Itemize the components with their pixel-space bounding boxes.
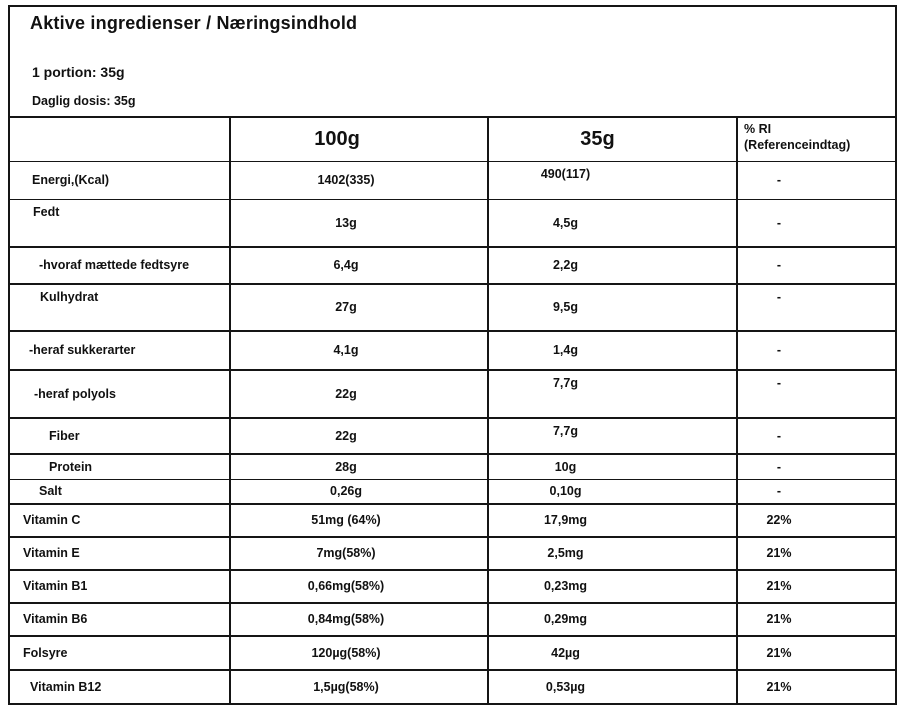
nutrient-label: Vitamin B6 (10, 604, 231, 635)
value-per-35g: 42µg (489, 637, 738, 669)
ri-value: - (776, 173, 782, 188)
value-per-100g: 27g (231, 285, 489, 330)
nutrient-label: Vitamin B1 (10, 571, 231, 602)
nutrient-label: -heraf polyols (10, 371, 231, 417)
ri-value: 21% (766, 645, 792, 660)
value-per-35g: 17,9mg (489, 505, 738, 536)
nutrient-label: Kulhydrat (10, 285, 231, 330)
label-frame (8, 5, 897, 705)
ri-header-line1: % RI (744, 122, 772, 136)
table-row-folsyre (10, 635, 895, 669)
ri-value: - (776, 459, 782, 474)
nutrient-label: Vitamin C (10, 505, 231, 536)
value-per-35g: 9,5g (489, 285, 738, 330)
nutrient-label: Fedt (10, 200, 231, 246)
nutrient-label: Folsyre (10, 637, 231, 669)
value-per-100g: 120µg(58%) (231, 637, 489, 669)
nutrient-label: -heraf sukkerarter (10, 332, 231, 369)
value-per-100g: 51mg (64%) (231, 505, 489, 536)
table-row-protein (10, 453, 895, 479)
ri-value: - (776, 376, 782, 390)
title-block (10, 7, 895, 116)
ri-value: - (776, 484, 782, 499)
value-per-35g: 2,2g (489, 248, 738, 283)
column-header-100g: 100g (231, 118, 489, 161)
table-row-vitamin-b1 (10, 569, 895, 602)
ri-value: 21% (766, 546, 792, 561)
value-per-35g: 4,5g (489, 200, 738, 246)
ri-value: - (776, 343, 782, 358)
table-row-vitamin-e (10, 536, 895, 569)
ri-value: - (776, 215, 782, 230)
page-title: Aktive ingredienser / Næringsindhold (30, 13, 358, 33)
table-row-fiber (10, 417, 895, 453)
table-row-kulhydrat (10, 283, 895, 330)
table-row-energi (10, 161, 895, 199)
table-row-maettede-fedtsyre (10, 246, 895, 283)
value-per-100g: 4,1g (231, 332, 489, 369)
table-header-row (10, 116, 895, 161)
nutrient-label: Salt (10, 480, 231, 503)
nutrient-label: Energi,(Kcal) (10, 162, 231, 199)
table-row-vitamin-b12 (10, 669, 895, 703)
table-row-fedt (10, 199, 895, 246)
nutrient-label: -hvoraf mættede fedtsyre (10, 248, 231, 283)
ri-value: - (776, 258, 782, 273)
ri-value: - (776, 428, 782, 443)
table-row-sukkerarter (10, 330, 895, 369)
value-per-100g: 1402(335) (231, 162, 489, 199)
value-per-35g: 2,5mg (489, 538, 738, 569)
column-header-nutrient (10, 118, 231, 161)
column-header-ri (738, 118, 895, 161)
nutrient-label: Vitamin E (10, 538, 231, 569)
value-per-100g: 28g (231, 455, 489, 479)
ri-value: 21% (766, 579, 792, 594)
value-per-35g: 0,29mg (489, 604, 738, 635)
table-row-salt (10, 479, 895, 503)
nutrient-label: Protein (10, 455, 231, 479)
table-row-polyols (10, 369, 895, 417)
value-per-35g: 7,7g (489, 419, 738, 453)
ri-header-line2: (Referenceindtag) (744, 138, 851, 153)
value-per-35g: 0,10g (489, 480, 738, 503)
ri-value: - (776, 290, 782, 304)
value-per-35g: 1,4g (489, 332, 738, 369)
value-per-100g: 7mg(58%) (231, 538, 489, 569)
value-per-100g: 0,26g (231, 480, 489, 503)
value-per-100g: 0,66mg(58%) (231, 571, 489, 602)
value-per-100g: 13g (231, 200, 489, 246)
value-per-100g: 22g (231, 419, 489, 453)
value-per-35g: 490(117) (489, 162, 738, 199)
value-per-35g: 0,53µg (489, 671, 738, 703)
value-per-35g: 0,23mg (489, 571, 738, 602)
value-per-100g: 0,84mg(58%) (231, 604, 489, 635)
value-per-100g: 22g (231, 371, 489, 417)
value-per-100g: 1,5µg(58%) (231, 671, 489, 703)
daily-dose-text: Daglig dosis: 35g (32, 94, 136, 108)
nutrient-label: Vitamin B12 (10, 671, 231, 703)
value-per-35g: 7,7g (489, 371, 738, 417)
table-row-vitamin-b6 (10, 602, 895, 635)
table-row-vitamin-c (10, 503, 895, 536)
value-per-35g: 10g (489, 455, 738, 479)
ri-value: 21% (766, 612, 792, 627)
nutrient-label: Fiber (10, 419, 231, 453)
ri-value: 21% (766, 679, 792, 694)
ri-value: 22% (766, 513, 792, 528)
value-per-100g: 6,4g (231, 248, 489, 283)
column-header-35g: 35g (489, 118, 738, 161)
portion-size-text: 1 portion: 35g (32, 64, 125, 80)
